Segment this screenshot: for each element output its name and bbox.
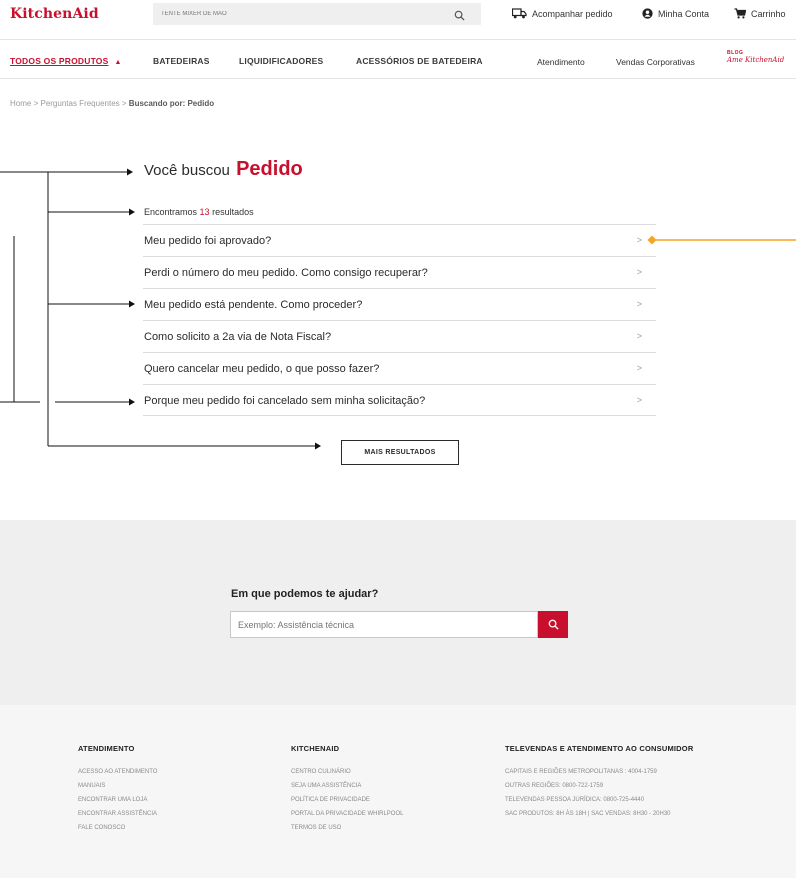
footer-info: TELEVENDAS PESSOA JURÍDICA: 0800-725-4440 xyxy=(505,797,645,803)
footer-link[interactable]: TERMOS DE USO xyxy=(291,825,342,831)
kitchenaid-logo[interactable]: KitchenAid xyxy=(10,6,99,22)
help-search-box[interactable] xyxy=(230,611,538,638)
chevron-right-icon: > xyxy=(636,267,642,277)
chevron-up-icon: ▲ xyxy=(114,59,122,66)
search-icon xyxy=(548,619,559,630)
footer-column-title: ATENDIMENTO xyxy=(78,744,135,753)
results-count-prefix: Encontramos xyxy=(144,207,198,217)
footer-link[interactable]: POLÍTICA DE PRIVACIDADE xyxy=(291,797,370,803)
nav-liquidificadores[interactable]: LIQUIDIFICADORES xyxy=(239,56,324,66)
breadcrumb-separator: > xyxy=(121,99,129,108)
footer-column-kitchenaid xyxy=(291,744,403,835)
footer xyxy=(0,705,796,878)
result-item[interactable] xyxy=(143,288,656,320)
result-item[interactable] xyxy=(143,352,656,384)
footer-column-atendimento xyxy=(78,744,157,835)
chevron-right-icon: > xyxy=(636,299,642,309)
footer-link[interactable]: PORTAL DA PRIVACIDADE WHIRLPOOL xyxy=(291,811,404,817)
chevron-right-icon: > xyxy=(636,331,642,341)
chevron-right-icon: > xyxy=(636,235,642,245)
breadcrumb-separator: > xyxy=(33,99,41,108)
more-results-button[interactable]: MAIS RESULTADOS xyxy=(341,440,459,465)
help-title: Em que podemos te ajudar? xyxy=(231,588,379,600)
cart-label: Carrinho xyxy=(751,8,786,19)
footer-info: OUTRAS REGIÕES: 0800-722-1759 xyxy=(505,783,604,789)
footer-column-title: KITCHENAID xyxy=(291,744,340,753)
chevron-right-icon: > xyxy=(636,395,642,405)
help-section xyxy=(0,520,796,705)
blog-logo: Ame KitchenAid xyxy=(727,56,785,64)
footer-link[interactable]: ENCONTRAR ASSISTÊNCIA xyxy=(78,811,158,817)
footer-column-title: TELEVENDAS E ATENDIMENTO AO CONSUMIDOR xyxy=(505,744,694,753)
nav-all-products-label: TODOS OS PRODUTOS xyxy=(10,56,109,66)
footer-link[interactable]: ENCONTRAR UMA LOJA xyxy=(78,797,148,803)
nav-vendas-corporativas[interactable]: Vendas Corporativas xyxy=(616,57,695,67)
chevron-right-icon: > xyxy=(636,363,642,373)
results-heading xyxy=(144,158,303,181)
footer-info: CAPITAIS E REGIÕES METROPOLITANAS : 4004-1759 xyxy=(505,769,657,775)
breadcrumb-current: Buscando por: Pedido xyxy=(128,99,215,108)
results-list xyxy=(143,224,656,416)
result-question: Porque meu pedido foi cancelado sem minha solicitação? xyxy=(144,395,426,407)
results-count-suffix: resultados xyxy=(212,207,254,217)
result-question: Meu pedido está pendente. Como proceder? xyxy=(144,299,363,311)
breadcrumb-faq[interactable]: Perguntas Frequentes xyxy=(40,99,120,108)
footer-link[interactable]: MANUAIS xyxy=(78,783,106,789)
footer-info: SAC PRODUTOS: 8H ÀS 18H | SAC VENDAS: 8H30 - 20H30 xyxy=(505,811,671,817)
track-order-label: Acompanhar pedido xyxy=(532,8,613,19)
results-heading-prefix: Você buscou xyxy=(144,162,230,179)
help-search-button[interactable] xyxy=(538,611,568,638)
result-question: Meu pedido foi aprovado? xyxy=(144,235,272,247)
nav-atendimento[interactable]: Atendimento xyxy=(537,57,585,67)
result-question: Quero cancelar meu pedido, o que posso fazer? xyxy=(144,363,380,375)
result-item[interactable] xyxy=(143,224,656,256)
footer-link[interactable]: SEJA UMA ASSISTÊNCIA xyxy=(291,783,362,789)
help-search-input[interactable] xyxy=(238,619,528,631)
results-count-number: 13 xyxy=(199,207,210,217)
nav-acessorios[interactable]: ACESSÓRIOS DE BATEDEIRA xyxy=(356,56,483,66)
footer-link[interactable]: ACESSO AO ATENDIMENTO xyxy=(78,769,158,775)
result-question: Como solicito a 2a via de Nota Fiscal? xyxy=(144,331,332,343)
results-count xyxy=(144,207,254,217)
account-label: Minha Conta xyxy=(658,8,710,19)
result-item[interactable] xyxy=(143,384,656,416)
result-item[interactable] xyxy=(143,320,656,352)
search-term: Pedido xyxy=(236,158,303,180)
nav-batedeiras[interactable]: BATEDEIRAS xyxy=(153,56,210,66)
footer-link[interactable]: FALE CONOSCO xyxy=(78,825,126,831)
footer-column-televendas xyxy=(505,744,693,821)
result-item[interactable] xyxy=(143,256,656,288)
footer-link[interactable]: CENTRO CULINÁRIO xyxy=(291,769,351,775)
result-question: Perdi o número do meu pedido. Como consigo recuperar? xyxy=(144,267,428,279)
breadcrumb-home[interactable]: Home xyxy=(10,99,32,108)
blog-label: BLOG xyxy=(727,50,744,56)
